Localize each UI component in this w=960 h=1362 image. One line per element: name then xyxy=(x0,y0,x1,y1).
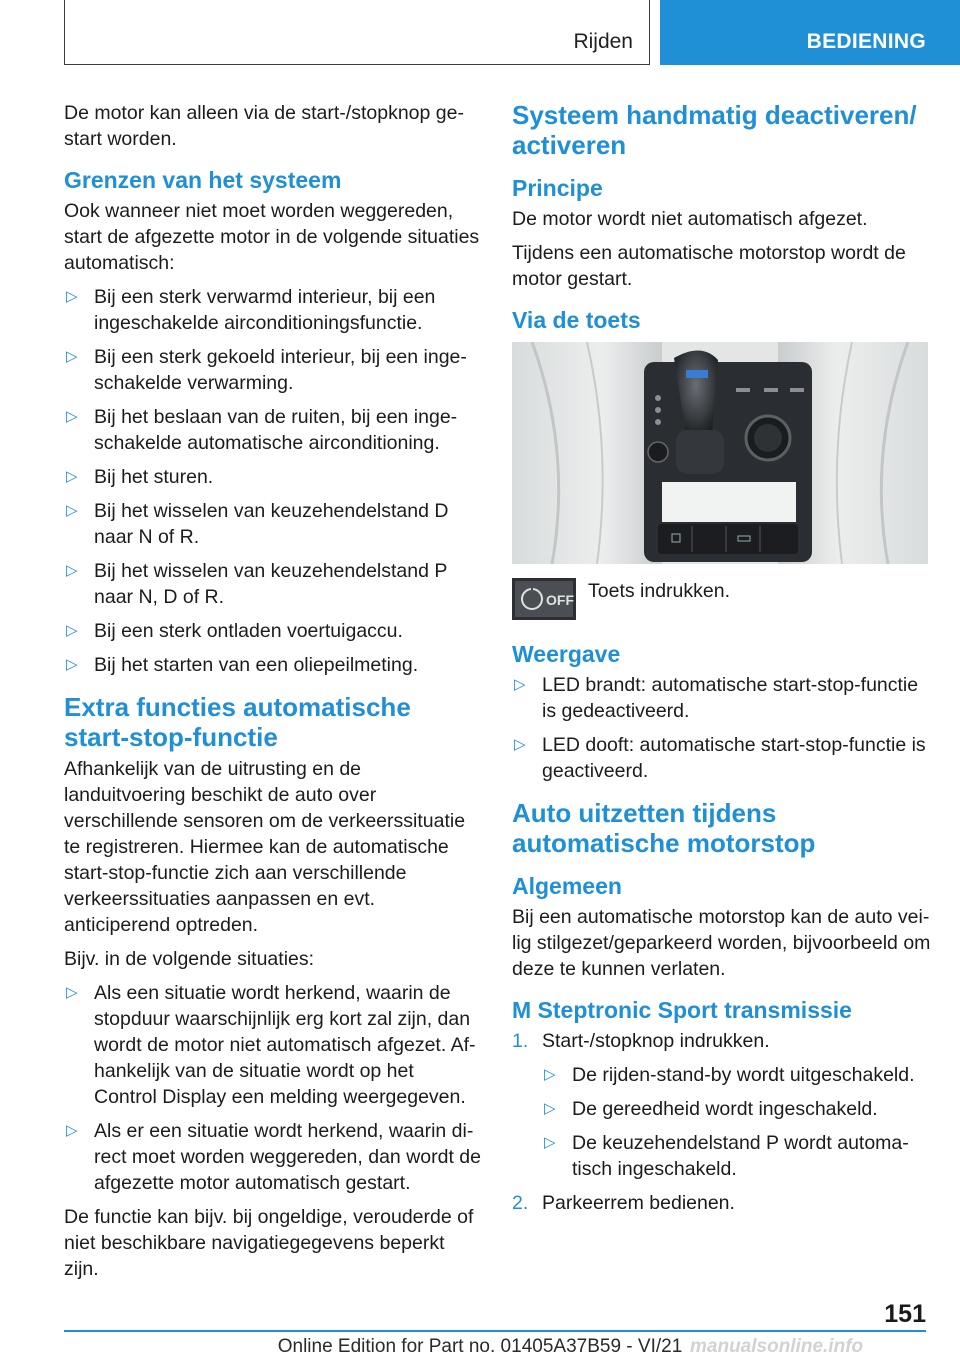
list-item: ▷ Bij het beslaan van de ruiten, bij een ingeschakelde automatische airconditioning. xyxy=(66,406,458,454)
list-item: ▷ Als er een situatie wordt herkend, waarin direct moet worden weggereden, dan wordt de afgezette motor automatisch gestart. xyxy=(66,1120,481,1194)
principle-paragraph-2: Tijdens een automatische motorstop wordt de motor gestart. xyxy=(512,242,906,290)
footer-edition: Online Edition for Part no. 01405A37B59 - VI/21 xyxy=(277,1336,683,1357)
bullet-triangle-icon: ▷ xyxy=(66,622,78,639)
bullet-triangle-icon: ▷ xyxy=(66,288,78,305)
bullet-triangle-icon: ▷ xyxy=(66,562,78,579)
list-item: ▷ Bij het sturen. xyxy=(66,466,214,488)
switch-off-heading: Auto uitzetten tijdens automatische motorstop xyxy=(512,798,816,858)
display-heading: Weergave xyxy=(512,641,621,667)
step-text: Start-/stopknop indrukken. xyxy=(542,1030,770,1052)
bullet-triangle-icon: ▷ xyxy=(66,408,78,425)
svg-text:OFF: OFF xyxy=(546,592,574,608)
list-item: ▷ LED brandt: automatische start-stop-functie is gedeactiveerd. xyxy=(514,674,919,722)
right-column xyxy=(512,100,932,1224)
step-sublist xyxy=(542,1062,932,1182)
list-item: ▷ Bij het starten van een oliepeilmeting. xyxy=(66,654,419,676)
principle-paragraph-1: De motor wordt niet automatisch afgezet. xyxy=(512,208,868,230)
manual-deactivate-heading: Systeem handmatig deactiveren/ activeren xyxy=(512,100,917,160)
steptronic-heading: M Steptronic Sport transmissie xyxy=(512,997,852,1023)
header-chapter-tab xyxy=(660,0,960,65)
list-item: ▷ De keuzehendelstand P wordt automatisch ingeschakeld. xyxy=(544,1132,909,1180)
footer-divider xyxy=(64,1330,860,1332)
example-paragraph: Bijv. in de volgende situaties: xyxy=(64,948,315,970)
list-item: ▷ Bij het wisselen van keuzehendelstand D naar N of R. xyxy=(66,500,449,548)
closing-paragraph: De functie kan bijv. bij ongeldige, verouderde of niet beschikbare navigatiegegevens beperkt zijn. xyxy=(64,1206,474,1280)
list-item: ▷ Bij een sterk verwarmd interieur, bij een ingeschakelde airconditioningsfunctie. xyxy=(66,286,436,334)
display-list xyxy=(512,672,932,784)
via-button-heading: Via de toets xyxy=(512,307,641,333)
header-section-box xyxy=(64,0,650,65)
step-text: Parkeerrem bedienen. xyxy=(542,1192,735,1214)
step-number: 2. xyxy=(512,1192,529,1214)
header-section-title: Rijden xyxy=(573,30,633,53)
bullet-triangle-icon: ▷ xyxy=(514,736,526,753)
button-instruction-text: Toets indrukken. xyxy=(588,580,730,602)
bullet-triangle-icon: ▷ xyxy=(544,1134,556,1151)
general-heading: Algemeen xyxy=(512,873,622,899)
extra-functions-heading: Extra functies automatische start-stop-functie xyxy=(64,692,411,752)
extra-functions-paragraph: Afhankelijk van de uitrusting en de landuitvoering beschikt de auto over verschillende sensoren om de verkeerssituatie te registreren. Hiermee kan de automatische start-stop-functie zich aan verschillende verkeerssituaties aanpassen en evt. anticiperend optreden. xyxy=(64,758,466,936)
limits-heading: Grenzen van het systeem xyxy=(64,167,342,193)
list-item: ▷ Bij een sterk gekoeld interieur, bij een ingeschakelde verwarming. xyxy=(66,346,467,394)
button-instruction-row xyxy=(512,578,932,626)
auto-start-stop-off-icon xyxy=(512,578,576,620)
header-chapter-title: BEDIENING xyxy=(806,30,926,53)
list-item xyxy=(512,1028,932,1182)
general-paragraph: Bij een automatische motorstop kan de auto veilig stilgezet/geparkeerd worden, bijvoorbeeld om deze te kunnen verlaten. xyxy=(512,906,931,980)
principle-heading: Principe xyxy=(512,175,603,201)
bullet-triangle-icon: ▷ xyxy=(544,1066,556,1083)
bullet-triangle-icon: ▷ xyxy=(66,1122,78,1139)
page-number: 151 xyxy=(884,1300,926,1328)
center-console-photo xyxy=(512,342,928,564)
limits-paragraph: Ook wanneer niet moet worden weggereden, start de afgezette motor in de volgende situaties automatisch: xyxy=(64,200,480,274)
extra-functions-list xyxy=(64,980,482,1196)
intro-paragraph: De motor kan alleen via de start-/stopknop gestart worden. xyxy=(64,102,464,150)
list-item: ▷ De rijden-stand-by wordt uitgeschakeld. xyxy=(544,1064,915,1086)
steps-list xyxy=(512,1028,932,1216)
bullet-triangle-icon: ▷ xyxy=(514,676,526,693)
bullet-triangle-icon: ▷ xyxy=(66,348,78,365)
list-item: ▷ Bij het wisselen van keuzehendelstand P naar N, D of R. xyxy=(66,560,448,608)
bullet-triangle-icon: ▷ xyxy=(66,656,78,673)
footer-divider-right xyxy=(860,1330,926,1332)
list-item: ▷ LED dooft: automatische start-stop-functie is geactiveerd. xyxy=(514,734,926,782)
left-column xyxy=(64,100,482,1290)
bullet-triangle-icon: ▷ xyxy=(66,984,78,1001)
list-item: ▷ De gereedheid wordt ingeschakeld. xyxy=(544,1098,878,1120)
limits-list xyxy=(64,284,482,678)
list-item xyxy=(512,1190,932,1216)
watermark: manualsonline.info xyxy=(690,1336,864,1357)
list-item: ▷ Als een situatie wordt herkend, waarin de stopduur waarschijnlijk erg kort zal zijn, dan wordt de motor niet automatisch afgezet. Afhankelijk van de situatie wordt op het Control Display een melding weergegeven. xyxy=(66,982,476,1108)
bullet-triangle-icon: ▷ xyxy=(544,1100,556,1117)
bullet-triangle-icon: ▷ xyxy=(66,468,78,485)
list-item: ▷ Bij een sterk ontladen voertuigaccu. xyxy=(66,620,403,642)
bullet-triangle-icon: ▷ xyxy=(66,502,78,519)
step-number: 1. xyxy=(512,1030,529,1052)
